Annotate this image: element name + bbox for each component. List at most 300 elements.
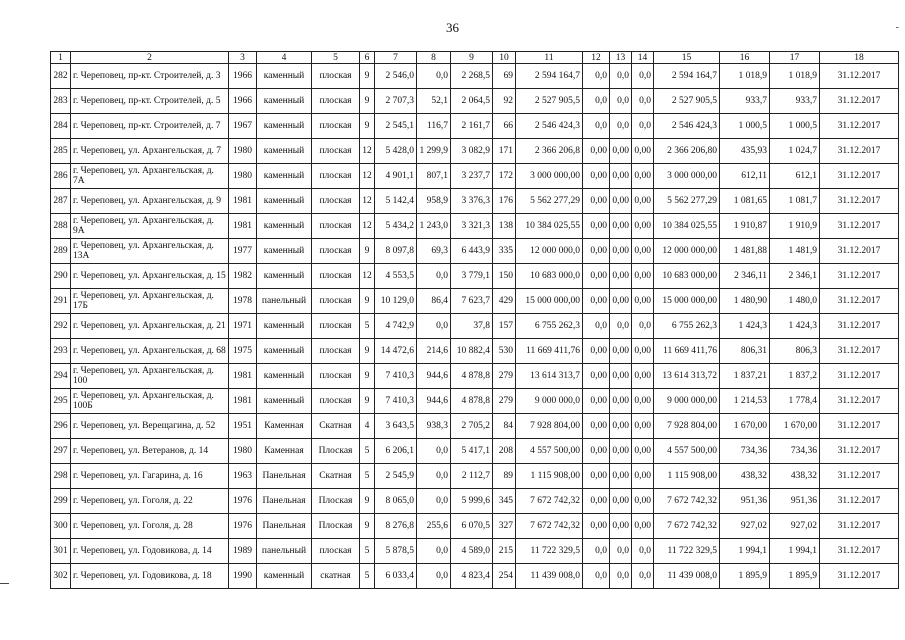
table-cell: 0,00 bbox=[632, 214, 654, 239]
table-cell: 31.12.2017 bbox=[820, 339, 899, 364]
table-cell: 0,00 bbox=[583, 414, 610, 439]
table-cell: 11 669 411,76 bbox=[654, 339, 720, 364]
table-cell: 89 bbox=[493, 464, 516, 489]
table-cell: 7 410,3 bbox=[375, 364, 417, 389]
table-cell: 92 bbox=[493, 89, 516, 114]
column-header-10: 10 bbox=[493, 52, 516, 64]
table-cell: 10 683 000,00 bbox=[654, 264, 720, 289]
table-cell: каменный bbox=[257, 89, 312, 114]
housing-data-table bbox=[50, 51, 899, 589]
table-cell: 66 bbox=[493, 114, 516, 139]
table-cell: 0,00 bbox=[632, 139, 654, 164]
table-cell: 927,02 bbox=[770, 514, 820, 539]
table-cell: 31.12.2017 bbox=[820, 264, 899, 289]
table-cell: 0,00 bbox=[610, 264, 632, 289]
address-cell: г. Череповец, ул. Архангельская, д. 7 bbox=[71, 139, 229, 164]
table-cell: 0,0 bbox=[610, 114, 632, 139]
table-cell: 1981 bbox=[229, 189, 257, 214]
address-cell: г. Череповец, ул. Архангельская, д. 100Б bbox=[71, 389, 229, 414]
table-cell: 299 bbox=[51, 489, 71, 514]
table-cell: 69,3 bbox=[417, 239, 451, 264]
table-row bbox=[51, 389, 899, 414]
table-cell: 171 bbox=[493, 139, 516, 164]
column-header-5: 5 bbox=[312, 52, 360, 64]
table-cell: 11 722 329,5 bbox=[516, 539, 583, 564]
table-cell: 214,6 bbox=[417, 339, 451, 364]
table-cell: 0,00 bbox=[583, 164, 610, 189]
table-cell: 0,00 bbox=[610, 489, 632, 514]
table-cell: 1980 bbox=[229, 439, 257, 464]
table-cell: 2 707,3 bbox=[375, 89, 417, 114]
table-cell: 290 bbox=[51, 264, 71, 289]
table-cell: 294 bbox=[51, 364, 71, 389]
column-header-12: 12 bbox=[583, 52, 610, 64]
table-cell: плоская bbox=[312, 289, 360, 314]
table-cell: 5 bbox=[360, 314, 375, 339]
table-row bbox=[51, 264, 899, 289]
table-cell: 10 384 025,55 bbox=[654, 214, 720, 239]
table-cell: 734,36 bbox=[720, 439, 770, 464]
address-cell: г. Череповец, ул. Архангельская, д. 15 bbox=[71, 264, 229, 289]
table-cell: 2 545,1 bbox=[375, 114, 417, 139]
table-cell: 7 672 742,32 bbox=[516, 489, 583, 514]
table-cell: 14 472,6 bbox=[375, 339, 417, 364]
column-header-9: 9 bbox=[451, 52, 493, 64]
table-cell: 31.12.2017 bbox=[820, 139, 899, 164]
table-cell: 951,36 bbox=[770, 489, 820, 514]
table-cell: 31.12.2017 bbox=[820, 289, 899, 314]
table-cell: 0,00 bbox=[632, 264, 654, 289]
table-cell: 0,00 bbox=[583, 339, 610, 364]
table-cell: 0,00 bbox=[632, 514, 654, 539]
table-row bbox=[51, 114, 899, 139]
table-cell: скатная bbox=[312, 564, 360, 589]
table-cell: 1966 bbox=[229, 89, 257, 114]
table-cell: 172 bbox=[493, 164, 516, 189]
table-cell: 1971 bbox=[229, 314, 257, 339]
table-cell: плоская bbox=[312, 389, 360, 414]
address-cell: г. Череповец, ул. Архангельская, д. 9 bbox=[71, 189, 229, 214]
table-cell: 5 999,6 bbox=[451, 489, 493, 514]
margin-tick-line bbox=[0, 583, 9, 584]
table-cell: 15 000 000,00 bbox=[516, 289, 583, 314]
table-cell: каменный bbox=[257, 564, 312, 589]
table-row bbox=[51, 464, 899, 489]
table-cell: каменный bbox=[257, 164, 312, 189]
table-cell: 0,00 bbox=[583, 364, 610, 389]
table-cell: 0,0 bbox=[610, 64, 632, 89]
table-cell: 6 755 262,3 bbox=[516, 314, 583, 339]
table-cell: 2 546 424,3 bbox=[654, 114, 720, 139]
address-cell: г. Череповец, ул. Архангельская, д. 100 bbox=[71, 364, 229, 389]
table-cell: плоская bbox=[312, 339, 360, 364]
table-cell: 0,0 bbox=[583, 539, 610, 564]
column-header-15: 15 bbox=[654, 52, 720, 64]
table-row bbox=[51, 89, 899, 114]
address-cell: г. Череповец, ул. Гоголя, д. 22 bbox=[71, 489, 229, 514]
table-cell: 0,00 bbox=[583, 489, 610, 514]
table-cell: 1976 bbox=[229, 489, 257, 514]
table-cell: 8 097,8 bbox=[375, 239, 417, 264]
table-cell: плоская bbox=[312, 264, 360, 289]
table-cell: плоская bbox=[312, 64, 360, 89]
table-cell: 4 553,5 bbox=[375, 264, 417, 289]
table-row bbox=[51, 414, 899, 439]
table-cell: 138 bbox=[493, 214, 516, 239]
table-row bbox=[51, 539, 899, 564]
table-cell: 0,0 bbox=[632, 64, 654, 89]
address-cell: г. Череповец, ул. Архангельская, д. 68 bbox=[71, 339, 229, 364]
table-cell: 2 527 905,5 bbox=[516, 89, 583, 114]
table-cell: 2 594 164,7 bbox=[654, 64, 720, 89]
table-cell: 438,32 bbox=[720, 464, 770, 489]
table-cell: 3 000 000,00 bbox=[516, 164, 583, 189]
table-cell: 0,00 bbox=[610, 239, 632, 264]
table-cell: 3 779,1 bbox=[451, 264, 493, 289]
table-row bbox=[51, 339, 899, 364]
table-cell: 6 206,1 bbox=[375, 439, 417, 464]
table-cell: 11 669 411,76 bbox=[516, 339, 583, 364]
table-cell: 1 670,00 bbox=[770, 414, 820, 439]
table-cell: 279 bbox=[493, 389, 516, 414]
table-row bbox=[51, 189, 899, 214]
table-cell: 4 878,8 bbox=[451, 389, 493, 414]
table-cell: 2 545,9 bbox=[375, 464, 417, 489]
table-cell: 298 bbox=[51, 464, 71, 489]
table-cell: каменный bbox=[257, 389, 312, 414]
address-cell: г. Череповец, ул. Архангельская, д. 13А bbox=[71, 239, 229, 264]
table-cell: 5 bbox=[360, 564, 375, 589]
table-row bbox=[51, 164, 899, 189]
table-cell: 1 024,7 bbox=[770, 139, 820, 164]
table-cell: 1967 bbox=[229, 114, 257, 139]
table-cell: 2 112,7 bbox=[451, 464, 493, 489]
table-cell: Скатная bbox=[312, 414, 360, 439]
table-cell: Плоская bbox=[312, 489, 360, 514]
table-cell: 1981 bbox=[229, 214, 257, 239]
table-cell: 0,00 bbox=[583, 439, 610, 464]
table-cell: 1 000,5 bbox=[770, 114, 820, 139]
table-row bbox=[51, 214, 899, 239]
address-cell: г. Череповец, пр-кт. Строителей, д. 3 bbox=[71, 64, 229, 89]
table-cell: 1 481,88 bbox=[720, 239, 770, 264]
table-cell: 9 bbox=[360, 289, 375, 314]
table-cell: 1 018,9 bbox=[770, 64, 820, 89]
table-cell: 31.12.2017 bbox=[820, 164, 899, 189]
table-cell: 0,0 bbox=[610, 564, 632, 589]
table-cell: 208 bbox=[493, 439, 516, 464]
table-cell: 1 994,1 bbox=[770, 539, 820, 564]
table-cell: 0,00 bbox=[610, 214, 632, 239]
table-cell: 0,0 bbox=[417, 489, 451, 514]
table-cell: 12 bbox=[360, 164, 375, 189]
table-cell: каменный bbox=[257, 314, 312, 339]
table-cell: 806,31 bbox=[720, 339, 770, 364]
table-cell: каменный bbox=[257, 264, 312, 289]
table-cell: 0,00 bbox=[610, 164, 632, 189]
table-cell: 807,1 bbox=[417, 164, 451, 189]
table-cell: 429 bbox=[493, 289, 516, 314]
table-cell: 0,0 bbox=[632, 114, 654, 139]
table-cell: 1 837,21 bbox=[720, 364, 770, 389]
table-row bbox=[51, 139, 899, 164]
table-cell: 11 439 008,0 bbox=[654, 564, 720, 589]
table-cell: 0,0 bbox=[583, 89, 610, 114]
table-cell: 0,00 bbox=[610, 439, 632, 464]
table-cell: 3 237,7 bbox=[451, 164, 493, 189]
table-cell: 6 443,9 bbox=[451, 239, 493, 264]
table-cell: 1977 bbox=[229, 239, 257, 264]
table-cell: 0,00 bbox=[583, 189, 610, 214]
table-cell: 1951 bbox=[229, 414, 257, 439]
table-cell: 8 276,8 bbox=[375, 514, 417, 539]
table-cell: 0,0 bbox=[417, 564, 451, 589]
column-header-14: 14 bbox=[632, 52, 654, 64]
table-cell: 612,11 bbox=[720, 164, 770, 189]
table-cell: плоская bbox=[312, 114, 360, 139]
table-cell: 4 557 500,00 bbox=[654, 439, 720, 464]
table-cell: 0,0 bbox=[632, 314, 654, 339]
table-cell: 297 bbox=[51, 439, 71, 464]
table-cell: 31.12.2017 bbox=[820, 214, 899, 239]
table-cell: 11 439 008,0 bbox=[516, 564, 583, 589]
table-cell: 0,00 bbox=[610, 339, 632, 364]
table-cell: каменный bbox=[257, 189, 312, 214]
table-cell: 1 778,4 bbox=[770, 389, 820, 414]
table-cell: 9 000 000,00 bbox=[654, 389, 720, 414]
address-cell: г. Череповец, ул. Гоголя, д. 28 bbox=[71, 514, 229, 539]
table-cell: 279 bbox=[493, 364, 516, 389]
table-row bbox=[51, 489, 899, 514]
address-cell: г. Череповец, ул. Верещагина, д. 52 bbox=[71, 414, 229, 439]
table-cell: 1 481,9 bbox=[770, 239, 820, 264]
table-cell: 0,0 bbox=[583, 314, 610, 339]
table-cell: 2 346,1 bbox=[770, 264, 820, 289]
table-cell: 31.12.2017 bbox=[820, 64, 899, 89]
table-cell: 286 bbox=[51, 164, 71, 189]
table-cell: каменный bbox=[257, 64, 312, 89]
table-cell: 10 384 025,55 bbox=[516, 214, 583, 239]
column-header-1: 1 bbox=[51, 52, 71, 64]
table-cell: 1975 bbox=[229, 339, 257, 364]
table-cell: 1981 bbox=[229, 364, 257, 389]
table-cell: 806,3 bbox=[770, 339, 820, 364]
table-cell: 69 bbox=[493, 64, 516, 89]
table-cell: 0,00 bbox=[610, 514, 632, 539]
table-cell: 0,00 bbox=[610, 139, 632, 164]
table-cell: 3 082,9 bbox=[451, 139, 493, 164]
table-cell: 0,0 bbox=[417, 539, 451, 564]
table-cell: 1966 bbox=[229, 64, 257, 89]
table-cell: 0,00 bbox=[632, 439, 654, 464]
table-cell: 7 928 804,00 bbox=[516, 414, 583, 439]
address-cell: г. Череповец, пр-кт. Строителей, д. 7 bbox=[71, 114, 229, 139]
table-cell: 0,0 bbox=[417, 264, 451, 289]
table-cell: 345 bbox=[493, 489, 516, 514]
table-cell: каменный bbox=[257, 339, 312, 364]
table-cell: 5 434,2 bbox=[375, 214, 417, 239]
table-cell: 116,7 bbox=[417, 114, 451, 139]
table-cell: Панельная bbox=[257, 489, 312, 514]
table-cell: 0,00 bbox=[632, 239, 654, 264]
table-cell: 0,0 bbox=[417, 314, 451, 339]
table-cell: 3 000 000,00 bbox=[654, 164, 720, 189]
table-cell: 176 bbox=[493, 189, 516, 214]
table-cell: 8 065,0 bbox=[375, 489, 417, 514]
table-cell: 5 bbox=[360, 539, 375, 564]
column-header-2: 2 bbox=[71, 52, 229, 64]
address-cell: г. Череповец, ул. Ветеранов, д. 14 bbox=[71, 439, 229, 464]
table-cell: 15 000 000,00 bbox=[654, 289, 720, 314]
table-cell: 0,00 bbox=[610, 414, 632, 439]
table-cell: 10 882,4 bbox=[451, 339, 493, 364]
page-number: 36 bbox=[446, 20, 459, 35]
table-cell: 5 878,5 bbox=[375, 539, 417, 564]
table-cell: плоская bbox=[312, 214, 360, 239]
table-cell: плоская bbox=[312, 364, 360, 389]
table-cell: 4 557 500,00 bbox=[516, 439, 583, 464]
table-cell: 12 000 000,0 bbox=[516, 239, 583, 264]
column-header-11: 11 bbox=[516, 52, 583, 64]
column-header-18: 18 bbox=[820, 52, 899, 64]
table-cell: каменный bbox=[257, 364, 312, 389]
table-cell: 0,00 bbox=[610, 189, 632, 214]
table-cell: 2 546,0 bbox=[375, 64, 417, 89]
column-number-row bbox=[51, 52, 899, 64]
table-cell: 5 562 277,29 bbox=[654, 189, 720, 214]
table-cell: 1 000,5 bbox=[720, 114, 770, 139]
table-cell: 1989 bbox=[229, 539, 257, 564]
table-cell: 12 000 000,00 bbox=[654, 239, 720, 264]
table-cell: 2 346,11 bbox=[720, 264, 770, 289]
table-cell: 1 115 908,00 bbox=[654, 464, 720, 489]
table-cell: 0,0 bbox=[417, 439, 451, 464]
table-cell: 0,00 bbox=[583, 464, 610, 489]
table-cell: 933,7 bbox=[770, 89, 820, 114]
table-cell: 2 546 424,3 bbox=[516, 114, 583, 139]
table-cell: Панельная bbox=[257, 464, 312, 489]
table-cell: 2 527 905,5 bbox=[654, 89, 720, 114]
table-cell: 287 bbox=[51, 189, 71, 214]
table-cell: 1 910,87 bbox=[720, 214, 770, 239]
table-cell: Каменная bbox=[257, 414, 312, 439]
table-cell: 9 bbox=[360, 339, 375, 364]
table-cell: 0,00 bbox=[610, 289, 632, 314]
table-cell: 31.12.2017 bbox=[820, 439, 899, 464]
table-cell: 12 bbox=[360, 139, 375, 164]
table-cell: 1 115 908,00 bbox=[516, 464, 583, 489]
table-cell: 0,00 bbox=[632, 164, 654, 189]
table-cell: 9 bbox=[360, 514, 375, 539]
table-cell: 31.12.2017 bbox=[820, 464, 899, 489]
table-row bbox=[51, 439, 899, 464]
table-cell: 2 366 206,80 bbox=[654, 139, 720, 164]
table-cell: 4 823,4 bbox=[451, 564, 493, 589]
table-cell: 284 bbox=[51, 114, 71, 139]
table-cell: 285 bbox=[51, 139, 71, 164]
table-cell: 7 672 742,32 bbox=[654, 514, 720, 539]
table-cell: 296 bbox=[51, 414, 71, 439]
table-row bbox=[51, 64, 899, 89]
table-cell: 37,8 bbox=[451, 314, 493, 339]
column-header-8: 8 bbox=[417, 52, 451, 64]
table-cell: 0,0 bbox=[583, 114, 610, 139]
table-cell: 0,0 bbox=[610, 89, 632, 114]
table-cell: 1 895,9 bbox=[770, 564, 820, 589]
table-cell: 1 480,0 bbox=[770, 289, 820, 314]
table-cell: 302 bbox=[51, 564, 71, 589]
table-cell: 1978 bbox=[229, 289, 257, 314]
table-cell: 1 243,0 bbox=[417, 214, 451, 239]
table-cell: 951,36 bbox=[720, 489, 770, 514]
table-cell: 1980 bbox=[229, 164, 257, 189]
table-cell: 292 bbox=[51, 314, 71, 339]
column-header-6: 6 bbox=[360, 52, 375, 64]
table-cell: 435,93 bbox=[720, 139, 770, 164]
table-cell: 4 bbox=[360, 414, 375, 439]
table-cell: 10 129,0 bbox=[375, 289, 417, 314]
table-cell: плоская bbox=[312, 139, 360, 164]
table-cell: 31.12.2017 bbox=[820, 114, 899, 139]
table-cell: 1 081,65 bbox=[720, 189, 770, 214]
table-cell: 0,00 bbox=[632, 414, 654, 439]
table-cell: 0,00 bbox=[610, 364, 632, 389]
column-header-17: 17 bbox=[770, 52, 820, 64]
table-row bbox=[51, 564, 899, 589]
table-cell: 1 480,90 bbox=[720, 289, 770, 314]
table-cell: 0,00 bbox=[583, 239, 610, 264]
table-cell: 1 214,53 bbox=[720, 389, 770, 414]
table-cell: каменный bbox=[257, 114, 312, 139]
table-cell: 0,00 bbox=[583, 264, 610, 289]
table-cell: 0,0 bbox=[583, 564, 610, 589]
table-cell: 335 bbox=[493, 239, 516, 264]
table-cell: 52,1 bbox=[417, 89, 451, 114]
table-cell: 0,00 bbox=[632, 339, 654, 364]
table-cell: плоская bbox=[312, 164, 360, 189]
table-cell: 0,00 bbox=[583, 389, 610, 414]
table-cell: 282 bbox=[51, 64, 71, 89]
address-cell: г. Череповец, ул. Архангельская, д. 9А bbox=[71, 214, 229, 239]
table-body bbox=[51, 64, 899, 589]
table-cell: 1 670,00 bbox=[720, 414, 770, 439]
table-cell: 1990 bbox=[229, 564, 257, 589]
table-cell: 0,0 bbox=[632, 89, 654, 114]
table-cell: Панельная bbox=[257, 514, 312, 539]
table-cell: 1 910,9 bbox=[770, 214, 820, 239]
address-cell: г. Череповец, ул. Гагарина, д. 16 bbox=[71, 464, 229, 489]
table-cell: 1 895,9 bbox=[720, 564, 770, 589]
table-cell: 291 bbox=[51, 289, 71, 314]
table-cell: каменный bbox=[257, 214, 312, 239]
table-cell: 327 bbox=[493, 514, 516, 539]
table-cell: 4 742,9 bbox=[375, 314, 417, 339]
table-cell: 0,0 bbox=[583, 64, 610, 89]
table-cell: 5 417,1 bbox=[451, 439, 493, 464]
table-cell: 927,02 bbox=[720, 514, 770, 539]
table-cell: 1 299,9 bbox=[417, 139, 451, 164]
table-cell: 938,3 bbox=[417, 414, 451, 439]
table-cell: плоская bbox=[312, 189, 360, 214]
table-cell: 0,00 bbox=[632, 464, 654, 489]
table-cell: 1 018,9 bbox=[720, 64, 770, 89]
table-cell: 7 672 742,32 bbox=[654, 489, 720, 514]
table-cell: 31.12.2017 bbox=[820, 239, 899, 264]
table-cell: 1 994,1 bbox=[720, 539, 770, 564]
table-cell: 9 bbox=[360, 114, 375, 139]
table-cell: 0,00 bbox=[583, 214, 610, 239]
table-cell: 31.12.2017 bbox=[820, 514, 899, 539]
